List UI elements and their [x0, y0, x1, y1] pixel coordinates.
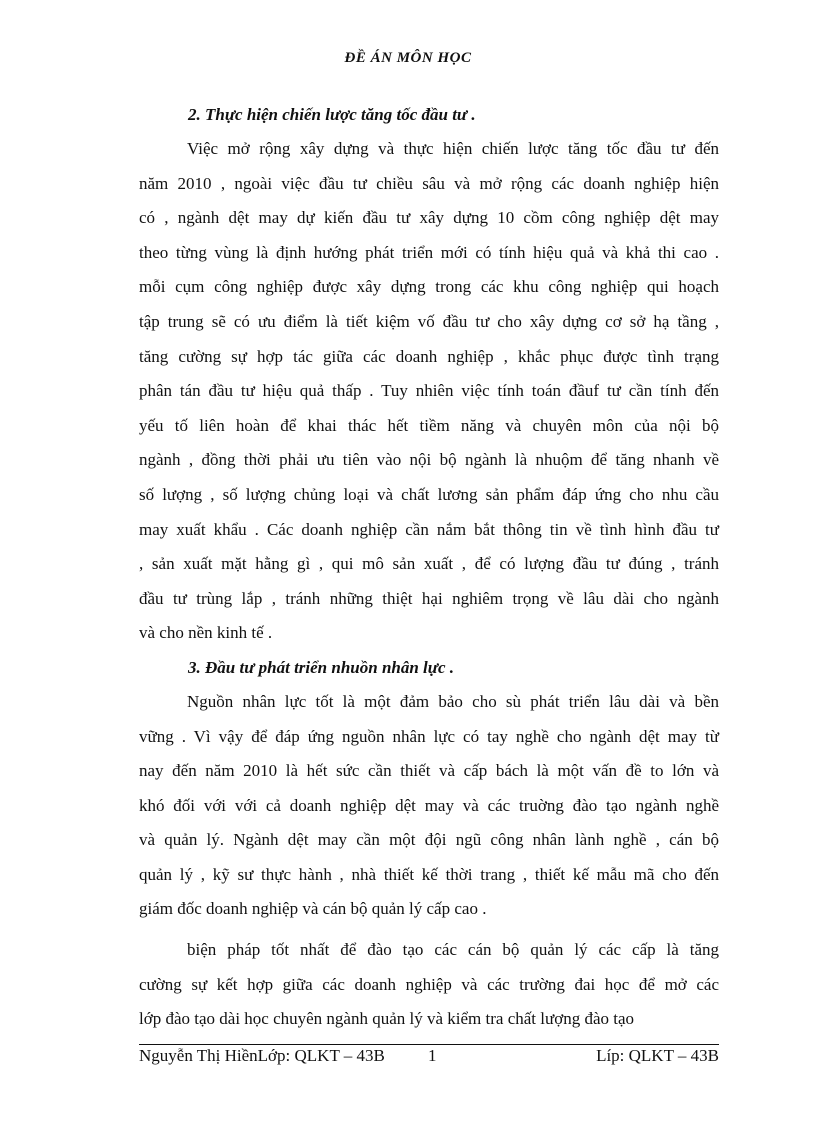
body-text — [139, 98, 719, 1037]
paragraph-line: giám đốc doanh nghiệp và cán bộ quản lý cấp cao . — [139, 899, 487, 919]
section-3-heading: 3. Đầu tư phát triển nhuồn nhân lực . — [188, 657, 455, 677]
paragraph-line: Nguồn nhân lực tốt là một đảm bảo cho sù phát triển lâu dài và bền — [187, 691, 719, 711]
paragraph-line: cường sự kết hợp giữa các doanh nghiệp và các trường đai học để mở các — [139, 974, 719, 994]
page-number: 1 — [428, 1046, 437, 1065]
section-3-paragraph-1 — [139, 685, 719, 927]
paragraph-line: yếu tố liên hoàn để khai thác hết tiềm năng và chuyên môn của nội bộ — [139, 415, 719, 435]
paragraph-line: ngành , đồng thời phải ưu tiên vào nội bộ ngành là nhuộm để tăng nhanh về — [139, 450, 719, 470]
paragraph-line: và cho nền kinh tế . — [139, 623, 273, 643]
page-footer — [139, 1046, 719, 1070]
paragraph-line: lớp đào tạo dài học chuyên ngành quản lý và kiểm tra chất lượng đào tạo — [139, 1009, 635, 1029]
running-header: ĐỀ ÁN MÔN HỌC — [344, 50, 472, 66]
paragraph-line: tập trung sẽ có ưu điểm là tiết kiệm vố đầu tư cho xây dựng cơ sở hạ tầng , — [139, 311, 719, 331]
paragraph-line: đầu tư trùng lắp , tránh những thiệt hại nghiêm trọng về lâu dài cho ngành — [139, 588, 719, 608]
footer-author-class: Nguyễn Thị HiềnLớp: QLKT – 43B — [139, 1046, 385, 1065]
paragraph-line: vững . Vì vậy để đáp ứng nguồn nhân lực có tay nghề cho ngành dệt may từ — [139, 726, 719, 746]
paragraph-line: phân tán đầu tư hiệu quả thấp . Tuy nhiên việc tính toán đầuf tư cần tính đến — [139, 381, 719, 401]
paragraph-line: năm 2010 , ngoài việc đầu tư chiều sâu và mở rộng các doanh nghiệp hiện — [139, 173, 719, 193]
section-2-paragraph — [139, 132, 719, 651]
paragraph-line: quản lý , kỹ sư thực hành , nhà thiết kế thời trang , thiết kế mẫu mã cho đến — [139, 864, 719, 884]
paragraph-line: tăng cường sự hợp tác giữa các doanh nghiệp , khắc phục được tình trạng — [139, 346, 719, 366]
section-3-paragraph-2 — [139, 933, 719, 1037]
paragraph-line: theo từng vùng là định hướng phát triển mới có tính hiệu quả và khả thi cao . — [139, 242, 719, 262]
section-2-heading: 2. Thực hiện chiến lược tăng tốc đầu tư . — [188, 105, 476, 124]
paragraph-line: và quản lý. Ngành dệt may cần một đội ngũ công nhân lành nghề , cán bộ — [139, 830, 719, 850]
paragraph-line: may xuất khẩu . Các doanh nghiệp cần nắm bắt thông tin về tình hình đầu tư — [139, 519, 719, 539]
paragraph-line: biện pháp tốt nhất để đào tạo các cán bộ quản lý các cấp là tăng — [187, 940, 719, 960]
paragraph-line: số lượng , số lượng chủng loại và chất lương sản phẩm đáp ứng cho nhu cầu — [139, 484, 719, 504]
footer-divider — [139, 1044, 719, 1045]
paragraph-line: mỗi cụm công nghiệp được xây dựng trong các khu công nghiệp qui hoạch — [139, 277, 719, 297]
footer-class: Líp: QLKT – 43B — [596, 1046, 719, 1065]
paragraph-line: nay đến năm 2010 là hết sức cần thiết và cấp bách là một vấn đề to lớn và — [139, 761, 719, 781]
paragraph-line: , sản xuất mặt hằng gì , qui mô sản xuất , để có lượng đầu tư đúng , tránh — [139, 554, 719, 574]
paragraph-line: Việc mở rộng xây dựng và thực hiện chiến lược tăng tốc đầu tư đến — [187, 139, 719, 158]
paragraph-line: có , ngành dệt may dự kiến đầu tư xây dựng 10 cồm công nghiệp dệt may — [139, 208, 719, 228]
paragraph-line: khó đối với với cả doanh nghiệp dệt may và các truờng đào tạo ngành nghề — [139, 795, 719, 815]
